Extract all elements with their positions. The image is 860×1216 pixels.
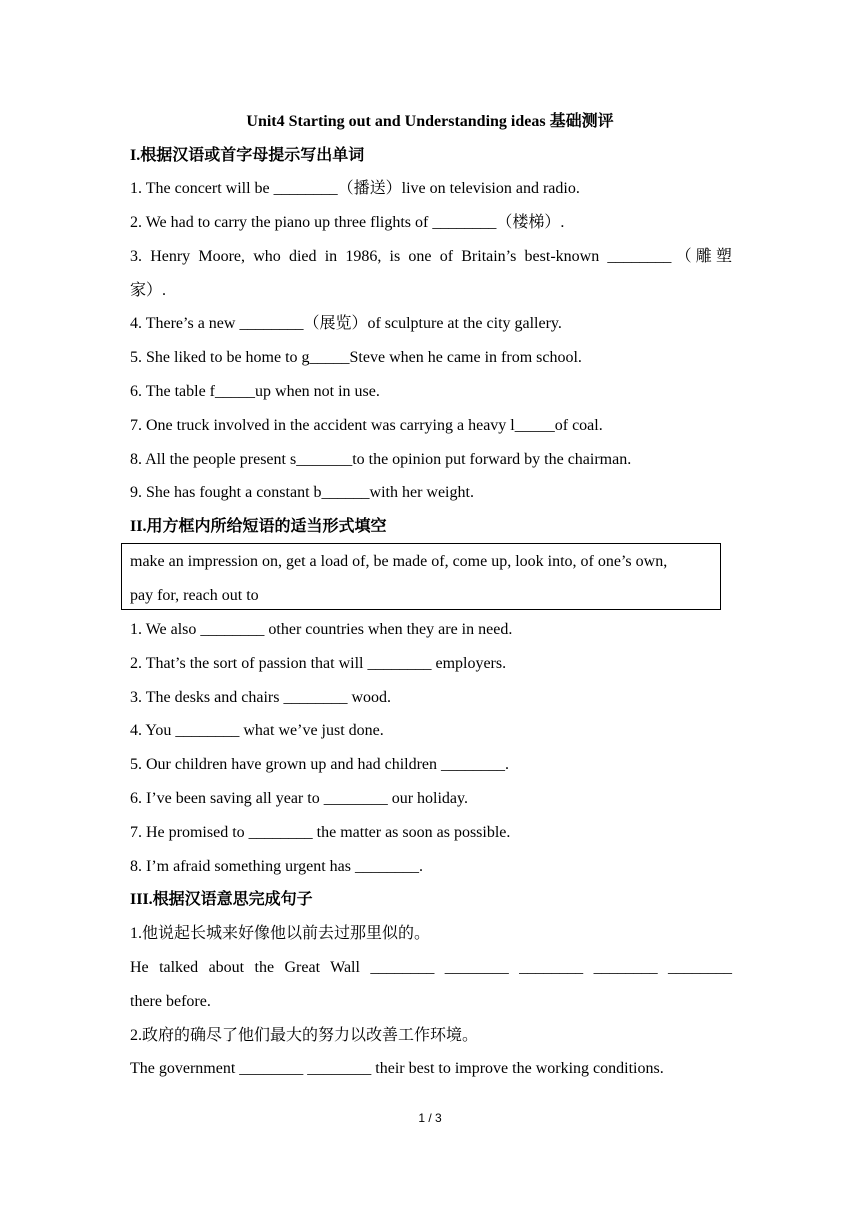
- s1-item-6: 6. The table f_____up when not in use.: [130, 383, 380, 400]
- s2-item-5: 5. Our children have grown up and had children ________.: [130, 756, 510, 773]
- s2-item-7: 7. He promised to ________ the matter as soon as possible.: [130, 824, 511, 841]
- s2-item-1: 1. We also ________ other countries when they are in need.: [130, 621, 513, 638]
- s1-item-7: 7. One truck involved in the accident was carrying a heavy l_____of coal.: [130, 417, 603, 434]
- s1-item-5: 5. She liked to be home to g_____Steve when he came in from school.: [130, 349, 582, 366]
- page-number: 1 / 3: [418, 1111, 442, 1125]
- section-2-heading: II.用方框内所给短语的适当形式填空: [130, 518, 387, 535]
- s1-item-3-cont: 家）.: [130, 282, 167, 299]
- s1-item-3: 3. Henry Moore, who died in 1986, is one of Britain’s best-known ________（雕塑: [130, 248, 732, 265]
- s2-item-2: 2. That’s the sort of passion that will ________ employers.: [130, 655, 507, 672]
- phrase-box-line-1: make an impression on, get a load of, be made of, come up, look into, of one’s own,: [130, 553, 668, 570]
- s2-item-6: 6. I’ve been saving all year to ________ our holiday.: [130, 790, 468, 807]
- s1-item-4: 4. There’s a new ________（展览）of sculpture at the city gallery.: [130, 315, 562, 332]
- phrase-box: [121, 543, 721, 610]
- s3-item-2-en: The government ________ ________ their best to improve the working conditions.: [130, 1060, 664, 1077]
- section-3-heading: III.根据汉语意思完成句子: [130, 891, 313, 908]
- s1-item-2: 2. We had to carry the piano up three flights of ________（楼梯）.: [130, 214, 565, 231]
- s3-item-2-cn: 2.政府的确尽了他们最大的努力以改善工作环境。: [130, 1027, 479, 1044]
- s3-item-1-en: He talked about the Great Wall ________ ________ ________ ________ ________: [130, 959, 732, 976]
- document-title: Unit4 Starting out and Understanding ideas 基础测评: [246, 113, 614, 130]
- s2-item-3: 3. The desks and chairs ________ wood.: [130, 689, 391, 706]
- s1-item-9: 9. She has fought a constant b______with her weight.: [130, 484, 474, 501]
- s3-item-1-en-cont: there before.: [130, 993, 211, 1010]
- s2-item-8: 8. I’m afraid something urgent has ________.: [130, 858, 423, 875]
- s1-item-1: 1. The concert will be ________（播送）live on television and radio.: [130, 180, 580, 197]
- phrase-box-line-2: pay for, reach out to: [130, 587, 259, 604]
- section-1-heading: I.根据汉语或首字母提示写出单词: [130, 147, 365, 164]
- s3-item-1-cn: 1.他说起长城来好像他以前去过那里似的。: [130, 925, 431, 942]
- s1-item-8: 8. All the people present s_______to the opinion put forward by the chairman.: [130, 451, 632, 468]
- s2-item-4: 4. You ________ what we’ve just done.: [130, 722, 384, 739]
